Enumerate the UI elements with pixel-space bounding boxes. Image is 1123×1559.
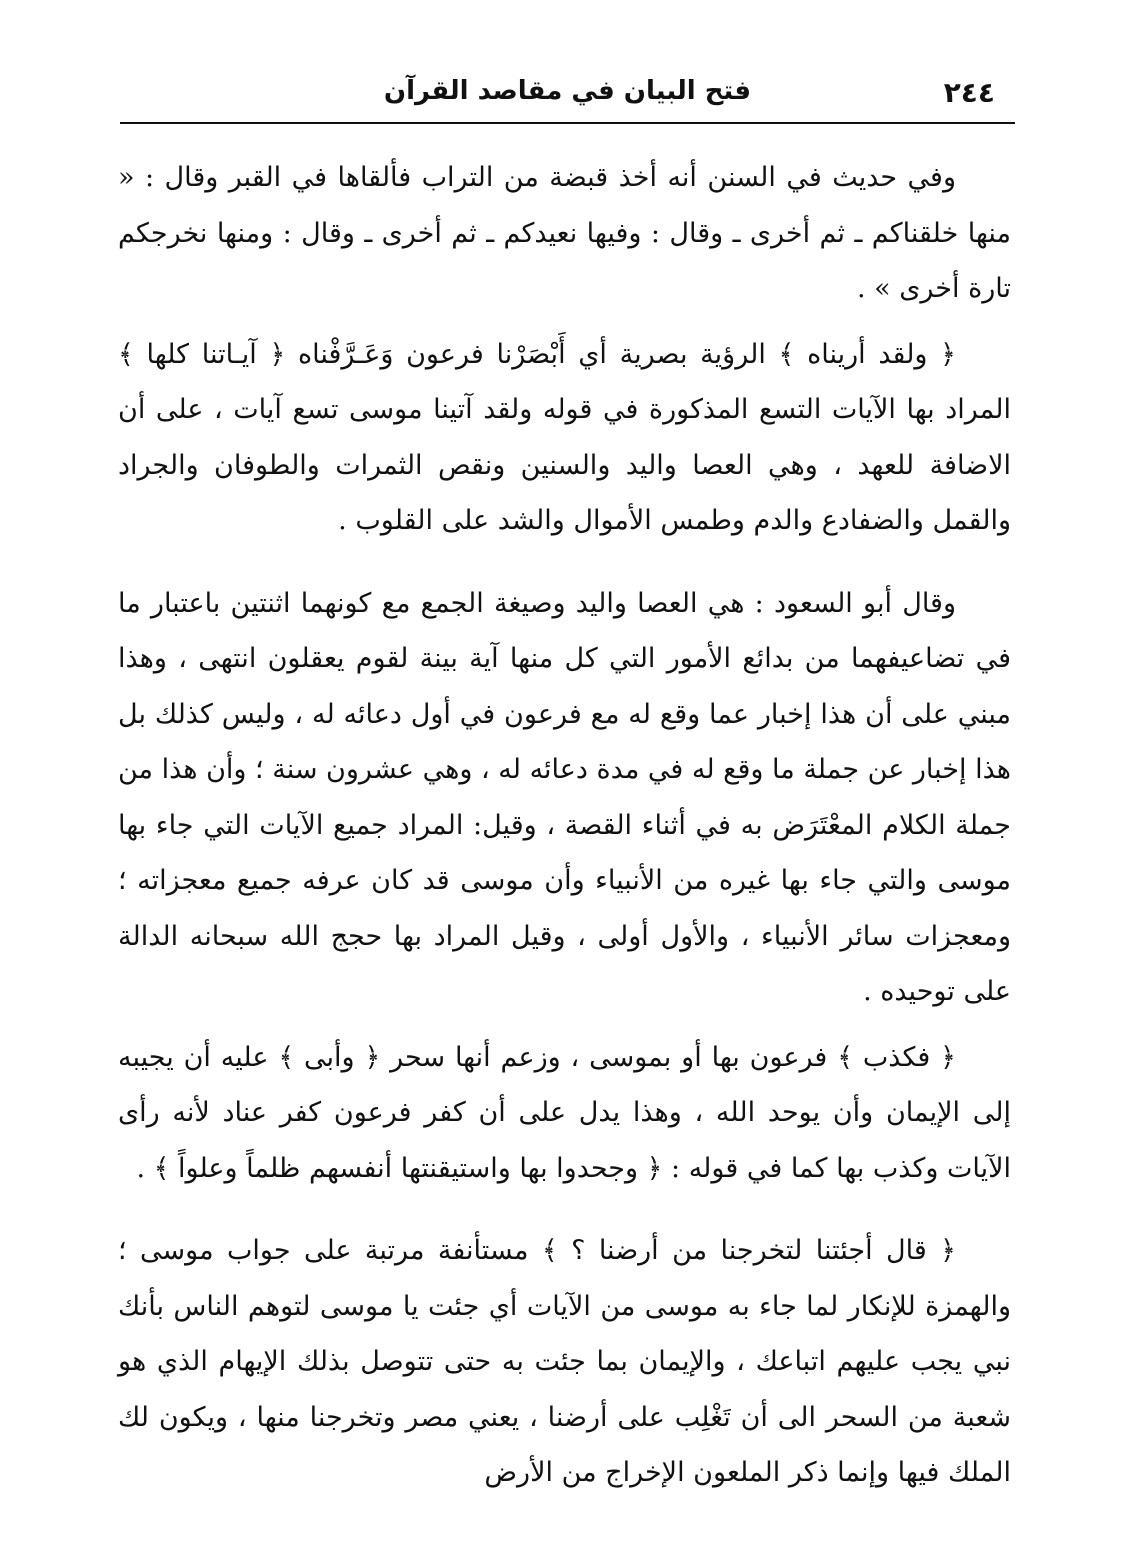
paragraph-pharaoh-denied: ﴿ فكذب ﴾ فرعون بها أو بموسى ، وزعم أنها سحر ﴿ وأبى ﴾ عليه أن يجيبه إلى الإيمان وأن يوحد الله ، وهذا يدل على أن كفر فرعون كفر عناد لأنه رأى الآيات وكذب بها كما في قوله : ﴿ وجحدوا بها واستيقنتها أنفسهم ظلماً وعلواً ﴾ .: [118, 1041, 1011, 1184]
page-header: [120, 70, 1015, 124]
paragraph-hadith-sunan: وفي حديث في السنن أنه أخذ قبضة من التراب فألقاها في القبر وقال : « منها خلقناكم ـ ثم أخرى ـ وقال : وفيها نعيدكم ـ ثم أخرى ـ وقال : ومنها نخرجكم تارة أخرى » .: [118, 162, 1011, 304]
page-body: [118, 150, 1011, 1501]
paragraph-nine-signs: ﴿ ولقد أريناه ﴾ الرؤية بصرية أي أَبْصَرْنا فرعون وَعَـرَّفْناه ﴿ آيـاتنا كلها ﴾ المراد بها الآيات التسع المذكورة في قوله ولقد آتينا موسى تسع آيات ، على أن الاضافة للعهد ، وهي العصا واليد والسنين ونقص الثمرات والطوفان والجراد والقمل والضفادع والدم وطمس الأموال والشد على القلوب .: [118, 338, 1011, 536]
page-number: ٢٤٤: [943, 76, 995, 109]
paragraph-abu-al-saud: وقال أبو السعود : هي العصا واليد وصيغة الجمع مع كونهما اثنتين باعتبار ما في تضاعيفهما من بدائع الأمور التي كل منها آية بينة لقوم يعقلون انتهى ، وهذا مبني على أن هذا إخبار عما وقع له مع فرعون في أول دعائه له ، وليس كذلك بل هذا إخبار عن جملة ما وقع له في مدة دعائه له ، وهي عشرون سنة ؛ وأن هذا من جملة الكلام المعْتَرَض به في أثناء القصة ، وقيل: المراد جميع الآيات التي جاء بها موسى والتي جاء بها غيره من الأنبياء وأن موسى قد كان عرفه جميع معجزاته ؛ ومعجزات سائر الأنبياء ، والأول أولى ، وقيل المراد بها حجج الله سبحانه الدالة على توحيده .: [118, 587, 1011, 1007]
running-title: فتح البيان في مقاصد القرآن: [383, 76, 752, 106]
paragraph-expel-from-land: ﴿ قال أجئتنا لتخرجنا من أرضنا ؟ ﴾ مستأنفة مرتبة على جواب موسى ؛ والهمزة للإنكار لما جاء به موسى من الآيات أي جئت يا موسى لتوهم الناس بأنك نبي يجب عليهم اتباعك ، والإيمان بما جئت به حتى تتوصل بذلك الإيهام الذي هو شعبة من السحر الى أن تَغْلِب على أرضنا ، يعني مصر وتخرجنا منها ، ويكون لك الملك فيها وإنما ذكر الملعون الإخراج من الأرض: [118, 1235, 1011, 1488]
